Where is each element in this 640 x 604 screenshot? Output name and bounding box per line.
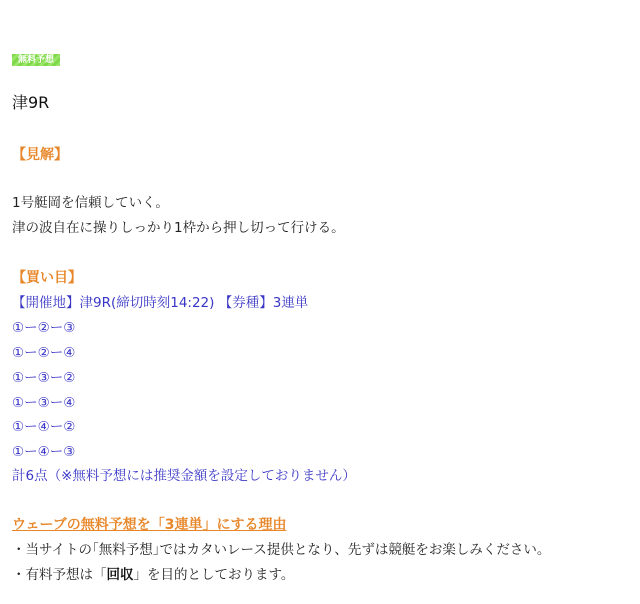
reason-bullet-2 <box>12 565 294 585</box>
combo-total: 計6点（※無料予想には推奨金額を設定しておりません） <box>12 468 356 484</box>
combo-item: ①ー②ー④ <box>12 345 76 361</box>
combo-item: ①ー④ー② <box>12 419 76 435</box>
view-heading: 【見解】 <box>12 147 68 163</box>
combo-item: ①ー④ー③ <box>12 444 76 460</box>
reason-bullet-2-bold: 回収 <box>106 567 134 583</box>
reason-bullet-1: ・当サイトの｢無料予想｣ではカタいレース提供となり、先ずは競艇をお楽しみください。 <box>12 542 551 558</box>
reason-bullet-2-pre: ・有料予想は「 <box>12 567 107 583</box>
buy-heading: 【買い目】 <box>12 270 82 286</box>
view-line-2: 津の波自在に操りしっかり1枠から押し切って行ける。 <box>12 220 345 236</box>
reason-link[interactable]: ウェーブの無料予想を「3連単」にする理由 <box>12 517 287 533</box>
race-title: 津9R <box>12 93 50 112</box>
view-line-1: 1号艇岡を信頼していく。 <box>12 195 169 211</box>
reason-bullet-2-post: 」を目的としております。 <box>133 567 295 583</box>
buy-info-line: 【開催地】津9R(締切時刻14:22) 【券種】3連単 <box>12 295 309 311</box>
combo-item: ①ー③ー④ <box>12 395 76 411</box>
combo-item: ①ー②ー③ <box>12 320 76 336</box>
combo-item: ①ー③ー② <box>12 370 76 386</box>
free-prediction-badge: 無料予想 <box>12 54 60 66</box>
